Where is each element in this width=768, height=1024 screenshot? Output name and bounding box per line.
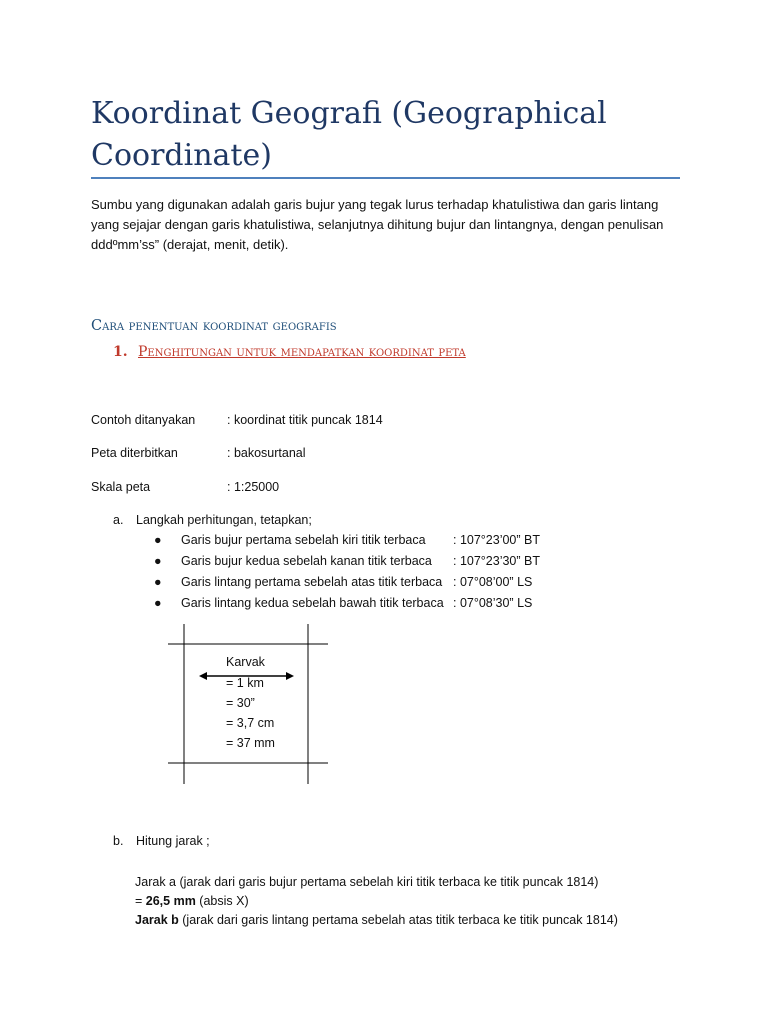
calc-prefix: =: [135, 894, 146, 908]
step-a-text: Langkah perhitungan, tetapkan;: [136, 513, 312, 527]
karvak-line: = 1 km: [226, 676, 264, 690]
calc-line-1: Jarak a (jarak dari garis bujur pertama sebelah kiri titik terbaca ke titik puncak 1814): [135, 875, 599, 889]
info-value: : koordinat titik puncak 1814: [227, 413, 383, 427]
info-row-peta: [91, 446, 306, 460]
sub-heading-text: Penghitungan untuk mendapatkan koordinat peta: [138, 344, 466, 360]
karvak-line: = 3,7 cm: [226, 716, 275, 730]
bullet-icon: ●: [154, 554, 162, 568]
info-value: : 1:25000: [227, 480, 280, 494]
calc-line-3: [135, 913, 618, 927]
section-heading: Cara penentuan koordinat geografis: [91, 318, 337, 334]
bullet-label: Garis bujur pertama sebelah kiri titik terbaca: [181, 533, 426, 547]
list-item: [154, 572, 540, 593]
karvak-diagram: [168, 624, 328, 784]
bullet-icon: ●: [154, 575, 162, 589]
step-b-marker: b.: [113, 834, 124, 848]
info-row-skala: [91, 480, 279, 494]
info-label: Contoh ditanyakan: [91, 413, 196, 427]
sub-heading-number: 1.: [113, 344, 128, 360]
calc-bold-label: Jarak b: [135, 913, 179, 927]
step-a-marker: a.: [113, 513, 124, 527]
bullet-value: : 07°08’00” LS: [453, 575, 533, 589]
step-a: [113, 513, 312, 527]
list-item: [154, 593, 540, 614]
bullet-label: Garis lintang kedua sebelah bawah titik terbaca: [181, 596, 444, 610]
bullet-label: Garis bujur kedua sebelah kanan titik terbaca: [181, 554, 432, 568]
coordinate-lines-list: [154, 530, 540, 614]
karvak-line: = 37 mm: [226, 736, 275, 750]
title-divider: [91, 177, 680, 179]
step-b-text: Hitung jarak ;: [136, 834, 210, 848]
karvak-line: = 30”: [226, 696, 255, 710]
calc-bold-value: 26,5 mm: [145, 894, 196, 908]
sub-heading: [113, 344, 466, 360]
step-b: [113, 834, 210, 848]
calc-line-2: [135, 894, 249, 908]
list-item: [154, 551, 540, 572]
arrow-left-icon: [199, 672, 207, 680]
bullet-icon: ●: [154, 533, 162, 547]
info-row-contoh: [91, 413, 383, 427]
info-label: Peta diterbitkan: [91, 446, 178, 460]
bullet-icon: ●: [154, 596, 162, 610]
calc-suffix: (absis X): [195, 894, 249, 908]
bullet-value: : 07°08’30” LS: [453, 596, 533, 610]
bullet-value: : 107°23’30” BT: [453, 554, 540, 568]
intro-paragraph: Sumbu yang digunakan adalah garis bujur yang tegak lurus terhadap khatulistiwa dan garis lintang yang sejajar dengan garis khatulistiwa, selanjutnya dihitung bujur dan lintangnya, dengan penulisan dddºmm’ss” (derajat, menit, detik).: [91, 197, 664, 252]
bullet-label: Garis lintang pertama sebelah atas titik terbaca: [181, 575, 443, 589]
karvak-label: Karvak: [226, 655, 265, 669]
info-label: Skala peta: [91, 480, 151, 494]
info-value: : bakosurtanal: [227, 446, 306, 460]
arrow-right-icon: [286, 672, 294, 680]
list-item: [154, 530, 540, 551]
bullet-value: : 107°23’00” BT: [453, 533, 540, 547]
calc-rest: (jarak dari garis lintang pertama sebelah atas titik terbaca ke titik puncak 1814): [178, 913, 618, 927]
page-title: Koordinat Geografi (Geographical Coordinate): [91, 96, 607, 173]
